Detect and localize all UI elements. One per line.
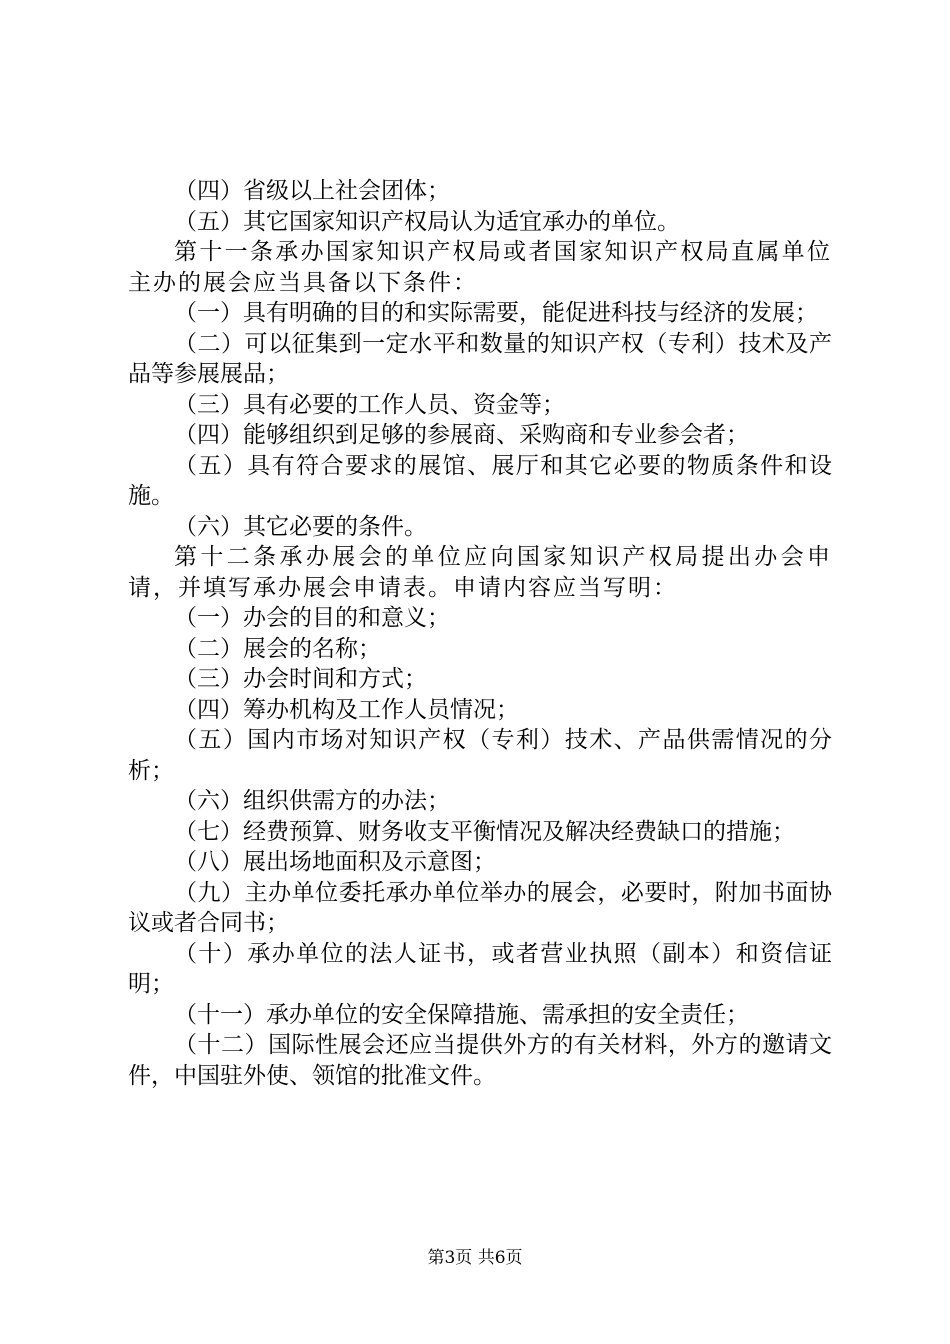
list-item: （四）筹办机构及工作人员情况； <box>174 696 519 723</box>
article-paragraph: 第十一条承办国家知识产权局或者国家知识产权局直属单位主办的展会应当具备以下条件： <box>128 239 832 296</box>
list-item: （五）具有符合要求的展馆、展厅和其它必要的物质条件和设施。 <box>128 452 832 509</box>
page-footer <box>0 1243 950 1268</box>
list-item: （十）承办单位的法人证书，或者营业执照（副本）和资信证明； <box>128 940 832 997</box>
list-item: （一）办会的目的和意义； <box>174 605 450 631</box>
article-paragraph: 第十二条承办展会的单位应向国家知识产权局提出办会申请，并填写承办展会申请表。申请内容应当写明： <box>128 544 832 601</box>
list-item: （五）国内市场对知识产权（专利）技术、产品供需情况的分析； <box>128 727 832 784</box>
list-item: （五）其它国家知识产权局认为适宜承办的单位。 <box>174 208 680 235</box>
list-item: （九）主办单位委托承办单位举办的展会，必要时，附加书面协议或者合同书； <box>128 879 832 936</box>
list-item: （一）具有明确的目的和实际需要，能促进科技与经济的发展； <box>174 300 818 326</box>
list-item: （六）其它必要的条件。 <box>174 513 427 540</box>
list-item: （三）办会时间和方式； <box>174 666 427 692</box>
list-item: （八）展出场地面积及示意图； <box>174 849 496 875</box>
list-item: （二）展会的名称； <box>174 635 381 662</box>
list-item: （四）省级以上社会团体； <box>174 178 450 204</box>
list-item: （七）经费预算、财务收支平衡情况及解决经费缺口的措施； <box>174 818 795 845</box>
list-item: （十一）承办单位的安全保障措施、需承担的安全责任； <box>174 1001 749 1028</box>
list-item: （六）组织供需方的办法； <box>174 788 450 814</box>
page-number-label: 第3页 共6页 <box>427 1248 523 1268</box>
list-item: （二）可以征集到一定水平和数量的知识产权（专利）技术及产品等参展展品； <box>128 330 832 387</box>
list-item: （十二）国际性展会还应当提供外方的有关材料，外方的邀请文件，中国驻外使、领馆的批准文件。 <box>128 1032 832 1089</box>
list-item: （四）能够组织到足够的参展商、采购商和专业参会者； <box>174 422 749 448</box>
list-item: （三）具有必要的工作人员、资金等； <box>174 391 565 418</box>
document-body <box>128 176 832 1091</box>
